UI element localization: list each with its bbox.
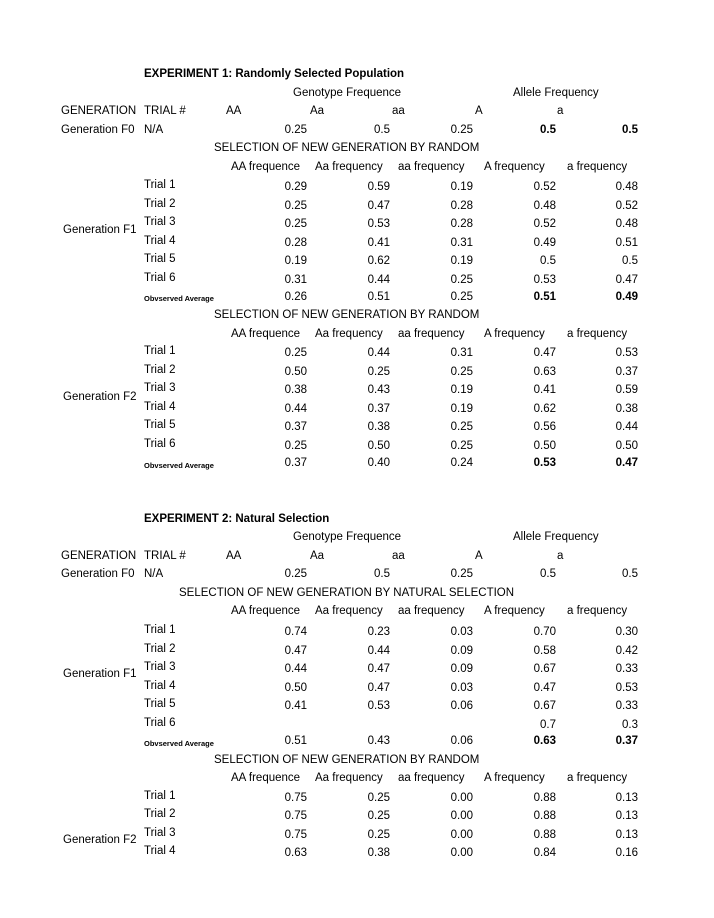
cell: 0.52	[533, 218, 556, 231]
cell: 0.25	[450, 365, 473, 378]
trial-label: Trial 5	[144, 253, 176, 266]
trial-label: Trial 2	[144, 808, 176, 821]
cell: 0.47	[367, 681, 390, 694]
exp1-AA-header: AA	[226, 105, 242, 117]
cell: 0.56	[533, 421, 556, 434]
trial-label: Trial 5	[144, 698, 176, 711]
exp1-f0-label: Generation F0	[61, 124, 135, 136]
trial-label: Trial 4	[144, 844, 176, 857]
cell: 0.25	[284, 440, 307, 452]
cell: 0.5	[374, 124, 390, 136]
cell: 0.67	[533, 663, 556, 676]
trial-label: Trial 3	[144, 826, 176, 839]
trial-label: Trial 6	[144, 272, 176, 284]
cell: 0.44	[367, 644, 390, 657]
col-header: Aa frequency	[315, 772, 383, 784]
cell: 0.16	[615, 846, 638, 859]
col-header: Aa frequency	[315, 328, 383, 340]
cell: 0.47	[533, 681, 556, 694]
exp2-allele-header: Allele Frequency	[513, 531, 599, 543]
cell: 0.47	[615, 457, 638, 469]
col-header: Aa frequency	[315, 605, 383, 617]
cell: 0.47	[284, 644, 307, 657]
exp1-A-header: A	[475, 105, 483, 117]
cell: 0.31	[450, 236, 473, 249]
cell: 0.19	[450, 402, 473, 415]
cell: 0.29	[284, 181, 307, 193]
cell: 0.5	[622, 568, 638, 580]
exp2-f0-trial: N/A	[144, 568, 164, 580]
trial-label: Trial 3	[144, 382, 176, 395]
cell: 0.42	[615, 644, 638, 657]
cell: 0.50	[615, 440, 638, 452]
cell: 0.75	[284, 792, 307, 804]
cell: 0.5	[540, 568, 556, 580]
cell: 0.3	[622, 719, 638, 731]
col-header: AA frequence	[231, 605, 301, 617]
cell: 0.38	[615, 402, 638, 415]
cell: 0.5	[540, 124, 556, 136]
cell: 0.59	[367, 181, 390, 193]
trial-label: Trial 4	[144, 400, 176, 413]
col-header: AA frequence	[231, 328, 301, 340]
cell: 0.25	[450, 568, 473, 580]
col-header: aa frequency	[398, 161, 465, 173]
cell: 0.50	[284, 681, 307, 694]
col-header: a frequency	[567, 772, 628, 784]
cell: 0.59	[615, 384, 638, 397]
trial-label: Trial 6	[144, 717, 176, 729]
cell: 0.48	[533, 199, 556, 212]
exp2-f1-average-label: Obvserved Average	[144, 739, 214, 748]
cell: 0.25	[284, 347, 307, 359]
exp2-AA-header: AA	[226, 550, 242, 562]
cell: 0.41	[533, 384, 556, 397]
cell: 0.41	[367, 236, 390, 249]
cell: 0.62	[533, 402, 556, 415]
cell: 0.74	[284, 626, 307, 638]
cell: 0.25	[284, 124, 307, 136]
trial-label: Trial 1	[144, 179, 176, 191]
cell: 0.44	[284, 663, 307, 676]
cell: 0.37	[615, 735, 638, 747]
col-header: A frequency	[484, 605, 545, 617]
exp1-Aa-header: Aa	[310, 105, 325, 117]
cell: 0.53	[615, 347, 638, 359]
exp1-aa-header: aa	[392, 105, 405, 117]
cell: 0.25	[284, 218, 307, 231]
cell: 0.26	[284, 291, 307, 303]
cell: 0.25	[284, 199, 307, 212]
cell: 0.24	[450, 457, 473, 469]
cell: 0.51	[367, 291, 390, 303]
cell: 0.75	[284, 810, 307, 823]
trial-label: Trial 4	[144, 234, 176, 247]
cell: 0.58	[533, 644, 556, 657]
cell: 0.88	[533, 792, 556, 804]
cell: 0.75	[284, 828, 307, 841]
cell: 0.50	[367, 440, 390, 452]
cell: 0.13	[615, 810, 638, 823]
col-header: aa frequency	[398, 772, 465, 784]
cell: 0.38	[284, 384, 307, 397]
cell: 0.63	[533, 735, 556, 747]
cell: 0.5	[374, 568, 390, 580]
cell: 0.06	[450, 700, 473, 713]
cell: 0.37	[284, 457, 307, 469]
exp1-f1-label: Generation F1	[63, 224, 137, 236]
cell: 0.37	[367, 402, 390, 415]
cell: 0.03	[450, 626, 473, 638]
cell: 0.37	[284, 421, 307, 434]
cell: 0.19	[450, 255, 473, 268]
col-header: AA frequence	[231, 161, 301, 173]
cell: 0.28	[450, 199, 473, 212]
exp2-aa-header: aa	[392, 550, 405, 562]
cell: 0.53	[533, 274, 556, 286]
col-header: A frequency	[484, 772, 545, 784]
cell: 0.25	[367, 792, 390, 804]
trial-label: Trial 6	[144, 438, 176, 450]
cell: 0.47	[367, 663, 390, 676]
cell: 0.19	[284, 255, 307, 268]
cell: 0.25	[450, 421, 473, 434]
cell: 0.37	[615, 365, 638, 378]
col-header: AA frequence	[231, 772, 301, 784]
cell: 0.44	[615, 421, 638, 434]
trial-label: Trial 2	[144, 363, 176, 376]
cell: 0.38	[367, 846, 390, 859]
exp2-f0-label: Generation F0	[61, 568, 135, 580]
cell: 0.31	[284, 274, 307, 286]
trial-label: Trial 1	[144, 624, 176, 636]
cell: 0.53	[615, 681, 638, 694]
exp1-trial-header: TRIAL #	[144, 105, 186, 117]
cell: 0.33	[615, 700, 638, 713]
cell: 0.43	[367, 384, 390, 397]
trial-label: Trial 5	[144, 419, 176, 432]
trial-label: Trial 1	[144, 345, 176, 357]
col-header: Aa frequency	[315, 161, 383, 173]
cell: 0.62	[367, 255, 390, 268]
cell: 0.63	[533, 365, 556, 378]
trial-label: Trial 3	[144, 216, 176, 229]
col-header: a frequency	[567, 328, 628, 340]
cell: 0.30	[615, 626, 638, 638]
cell: 0.44	[367, 347, 390, 359]
trial-label: Trial 4	[144, 679, 176, 692]
exp1-title: EXPERIMENT 1: Randomly Selected Population	[144, 68, 405, 80]
cell: 0.52	[615, 199, 638, 212]
exp2-f2-selection: SELECTION OF NEW GENERATION BY RANDOM	[214, 754, 480, 766]
col-header: aa frequency	[398, 328, 465, 340]
cell: 0.25	[450, 291, 473, 303]
cell: 0.09	[450, 644, 473, 657]
cell: 0.00	[450, 810, 473, 823]
exp1-a-header: a	[557, 105, 564, 117]
exp1-allele-header: Allele Frequency	[513, 87, 599, 99]
col-header: A frequency	[484, 328, 545, 340]
exp1-f2-selection: SELECTION OF NEW GENERATION BY RANDOM	[214, 309, 480, 321]
exp1-f1-selection: SELECTION OF NEW GENERATION BY RANDOM	[214, 142, 480, 154]
exp2-title: EXPERIMENT 2: Natural Selection	[144, 513, 330, 525]
cell: 0.25	[284, 568, 307, 580]
cell: 0.25	[450, 274, 473, 286]
cell: 0.28	[284, 236, 307, 249]
cell: 0.53	[367, 218, 390, 231]
col-header: a frequency	[567, 605, 628, 617]
cell: 0.53	[533, 457, 556, 469]
cell: 0.13	[615, 828, 638, 841]
cell: 0.25	[450, 440, 473, 452]
col-header: aa frequency	[398, 605, 465, 617]
cell: 0.47	[367, 199, 390, 212]
cell: 0.13	[615, 792, 638, 804]
exp1-f2-label: Generation F2	[63, 391, 137, 403]
cell: 0.40	[367, 457, 390, 469]
cell: 0.63	[284, 846, 307, 859]
exp2-Aa-header: Aa	[310, 550, 325, 562]
cell: 0.88	[533, 828, 556, 841]
cell: 0.70	[533, 626, 556, 638]
cell: 0.49	[533, 236, 556, 249]
cell: 0.52	[533, 181, 556, 193]
cell: 0.25	[367, 828, 390, 841]
cell: 0.67	[533, 700, 556, 713]
exp1-f1-average-label: Obvserved Average	[144, 294, 214, 303]
cell: 0.5	[622, 255, 638, 268]
exp2-trial-header: TRIAL #	[144, 550, 186, 562]
cell: 0.53	[367, 700, 390, 713]
cell: 0.00	[450, 792, 473, 804]
cell: 0.31	[450, 347, 473, 359]
cell: 0.25	[367, 365, 390, 378]
cell: 0.00	[450, 846, 473, 859]
cell: 0.88	[533, 810, 556, 823]
cell: 0.51	[284, 735, 307, 747]
exp1-generation-header: GENERATION	[61, 105, 137, 117]
exp1-f2-average-label: Obvserved Average	[144, 461, 214, 470]
trial-label: Trial 2	[144, 197, 176, 210]
col-header: a frequency	[567, 161, 628, 173]
cell: 0.48	[615, 181, 638, 193]
cell: 0.41	[284, 700, 307, 713]
cell: 0.23	[367, 626, 390, 638]
cell: 0.00	[450, 828, 473, 841]
trial-label: Trial 3	[144, 661, 176, 674]
exp2-f1-selection: SELECTION OF NEW GENERATION BY NATURAL SELECTION	[179, 587, 515, 599]
cell: 0.50	[533, 440, 556, 452]
exp2-A-header: A	[475, 550, 483, 562]
exp1-genotype-header: Genotype Frequence	[293, 87, 402, 99]
cell: 0.25	[367, 810, 390, 823]
trial-label: Trial 1	[144, 790, 176, 802]
exp2-a-header: a	[557, 550, 564, 562]
cell: 0.47	[615, 274, 638, 286]
trial-label: Trial 2	[144, 642, 176, 655]
cell: 0.38	[367, 421, 390, 434]
cell: 0.44	[367, 274, 390, 286]
cell: 0.44	[284, 402, 307, 415]
exp2-f1-label: Generation F1	[63, 668, 137, 680]
cell: 0.19	[450, 181, 473, 193]
cell: 0.33	[615, 663, 638, 676]
cell: 0.5	[622, 124, 638, 136]
cell: 0.5	[540, 255, 556, 268]
cell: 0.09	[450, 663, 473, 676]
cell: 0.03	[450, 681, 473, 694]
exp1-f0-trial: N/A	[144, 124, 164, 136]
exp2-genotype-header: Genotype Frequence	[293, 531, 402, 543]
cell: 0.50	[284, 365, 307, 378]
cell: 0.25	[450, 124, 473, 136]
exp2-generation-header: GENERATION	[61, 550, 137, 562]
col-header: A frequency	[484, 161, 545, 173]
cell: 0.84	[533, 846, 556, 859]
cell: 0.51	[533, 291, 556, 303]
cell: 0.49	[615, 291, 638, 303]
cell: 0.06	[450, 735, 473, 747]
exp2-f2-label: Generation F2	[63, 834, 137, 846]
cell: 0.7	[540, 719, 556, 731]
cell: 0.28	[450, 218, 473, 231]
cell: 0.48	[615, 218, 638, 231]
cell: 0.51	[615, 236, 638, 249]
cell: 0.43	[367, 735, 390, 747]
cell: 0.19	[450, 384, 473, 397]
cell: 0.47	[533, 347, 556, 359]
